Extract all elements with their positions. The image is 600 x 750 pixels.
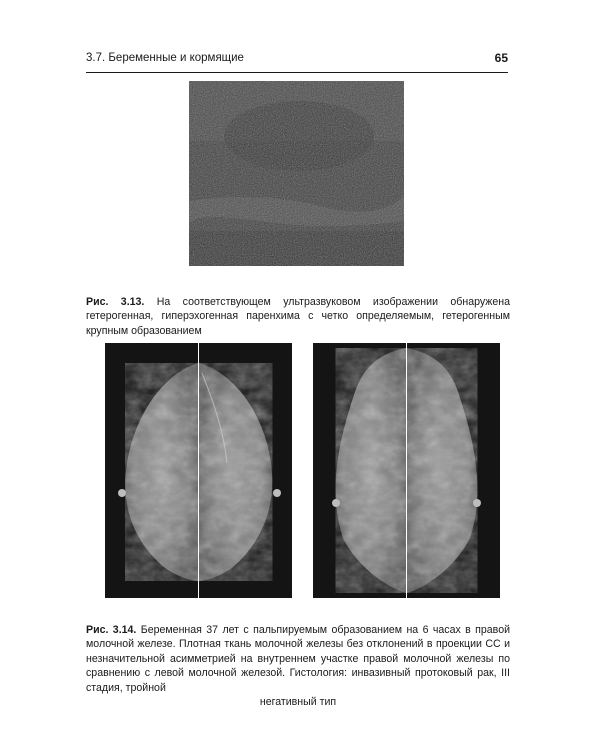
ultrasound-image	[189, 81, 404, 266]
figure-3-14-caption	[86, 623, 510, 710]
section-title: 3.7. Беременные и кормящие	[86, 52, 244, 64]
mammogram-left-2	[199, 343, 292, 598]
figure-3-13-caption	[86, 295, 510, 339]
running-header	[86, 50, 508, 73]
page-number: 65	[494, 51, 508, 65]
figure-3-14-label: Рис. 3.14.	[86, 623, 137, 636]
figure-3-13-text: На соответствующем ультразвуковом изображении обнаружена гетерогенная, гиперэхогенная паренхима с четко определяемым, гетерогенным крупным образованием	[86, 295, 510, 337]
mammogram-left-1	[105, 343, 198, 598]
figure-3-14-text-last-line: негативный тип	[259, 696, 337, 709]
mammogram-right-1	[313, 343, 406, 598]
mammogram-right-2	[407, 343, 500, 598]
figure-3-13-label: Рис. 3.13.	[86, 295, 145, 308]
figure-3-14-text: Беременная 37 лет с пальпируемым образованием на 6 часах в правой молочной железе. Плотная ткань молочной железы без отклонений в проекции CC и незначительной асимметрией на внутреннем участке правой молочной железы по сравнению с левой молочной железой. Гистология: инвазивный протоковый рак, III стадия, тройной	[86, 623, 510, 694]
